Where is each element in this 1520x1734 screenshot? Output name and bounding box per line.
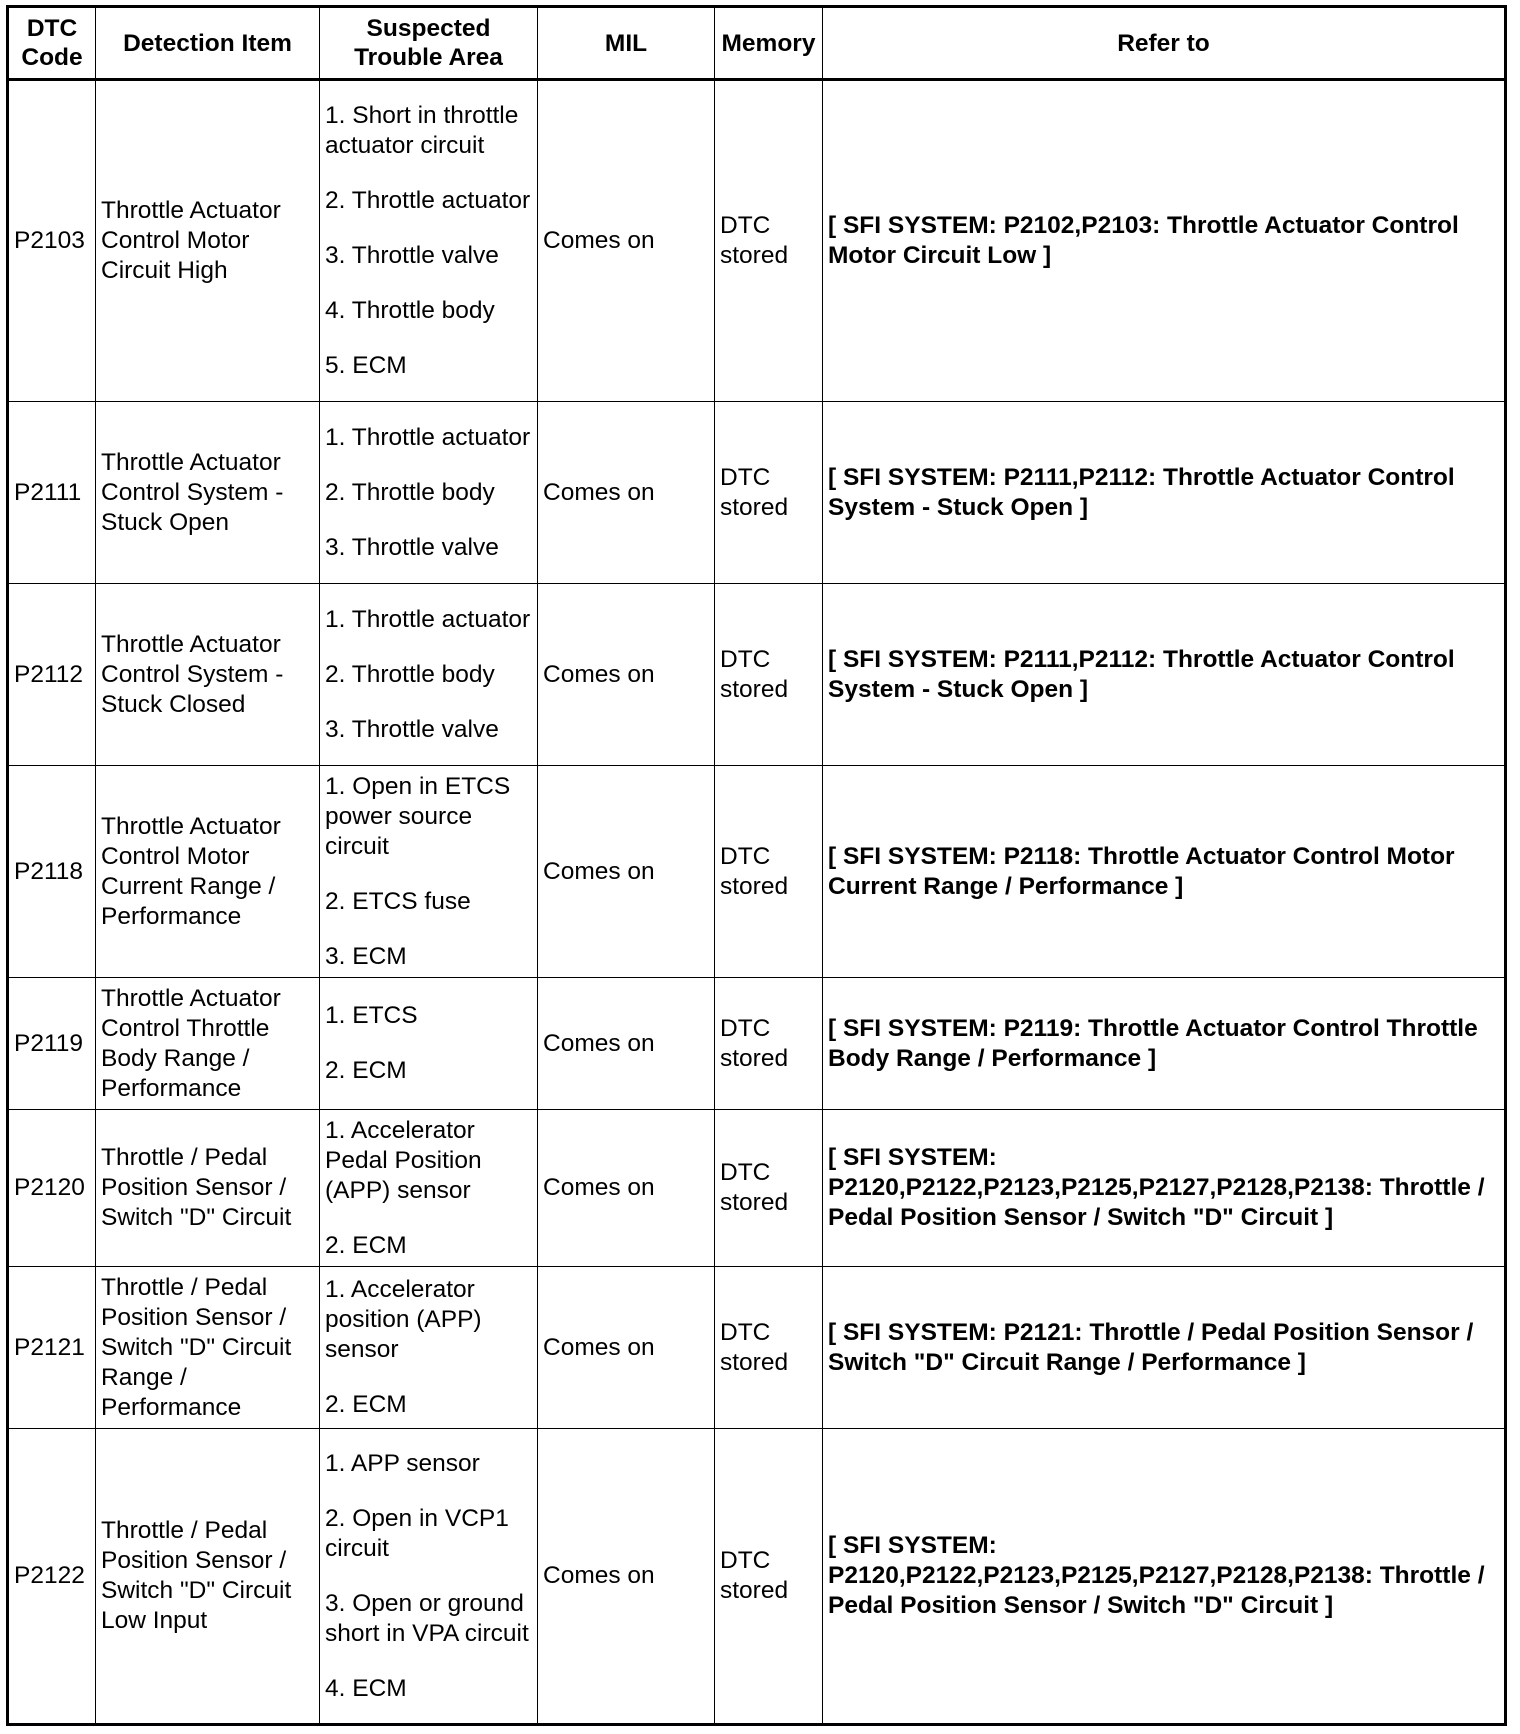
trouble-area-item: 1. APP sensor (325, 1449, 480, 1477)
dtc-code-cell: P2119 (8, 978, 96, 1110)
trouble-area-item: 3. Throttle valve (325, 242, 499, 269)
trouble-area-item: 5. ECM (325, 352, 407, 379)
table-row (8, 1267, 1506, 1429)
trouble-area-item: 4. ECM (325, 1674, 407, 1702)
refer-to-link[interactable]: [ SFI SYSTEM: P2120,P2122,P2123,P2125,P2127,P2128,P2138: Throttle / Pedal Position Sensor / Switch "D" Circuit ] (823, 1429, 1506, 1725)
trouble-area-item: 1. Throttle actuator (325, 423, 531, 451)
table-row (8, 978, 1506, 1110)
refer-to-link[interactable]: [ SFI SYSTEM: P2120,P2122,P2123,P2125,P2127,P2128,P2138: Throttle / Pedal Position Sensor / Switch "D" Circuit ] (823, 1110, 1506, 1267)
trouble-area-item: 4. Throttle body (325, 297, 495, 324)
suspected-trouble-area-cell (320, 1429, 538, 1725)
header-dtc-code: DTC Code (8, 7, 96, 80)
detection-item-cell: Throttle Actuator Control Throttle Body Range / Performance (96, 978, 320, 1110)
refer-to-link[interactable]: [ SFI SYSTEM: P2119: Throttle Actuator Control Throttle Body Range / Performance ] (823, 978, 1506, 1110)
table-row (8, 766, 1506, 978)
table-row (8, 402, 1506, 584)
suspected-trouble-area-cell (320, 766, 538, 978)
header-memory: Memory (715, 7, 823, 80)
trouble-area-item: 2. Throttle body (325, 660, 495, 688)
trouble-area-item: 1. Throttle actuator (325, 605, 531, 633)
table-row (8, 1110, 1506, 1267)
memory-cell: DTC stored (715, 978, 823, 1110)
mil-cell: Comes on (538, 1110, 715, 1267)
mil-cell: Comes on (538, 978, 715, 1110)
mil-cell: Comes on (538, 402, 715, 584)
dtc-code-cell: P2111 (8, 402, 96, 584)
memory-cell: DTC stored (715, 584, 823, 766)
suspected-trouble-area-cell (320, 584, 538, 766)
header-row (8, 7, 1506, 80)
dtc-code-cell: P2103 (8, 80, 96, 402)
trouble-area-item: 1. Accelerator Pedal Position (APP) sensor (325, 1116, 482, 1204)
table-row (8, 80, 1506, 402)
header-mil: MIL (538, 7, 715, 80)
table-row (8, 584, 1506, 766)
trouble-area-item: 2. Throttle actuator (325, 187, 531, 214)
trouble-area-item: 2. Open in VCP1 circuit (325, 1504, 509, 1562)
suspected-trouble-area-cell (320, 978, 538, 1110)
dtc-code-cell: P2118 (8, 766, 96, 978)
trouble-area-item: 3. Throttle valve (325, 715, 499, 743)
trouble-area-item: 1. Accelerator position (APP) sensor (325, 1276, 482, 1363)
refer-to-link[interactable]: [ SFI SYSTEM: P2102,P2103: Throttle Actuator Control Motor Circuit Low ] (823, 80, 1506, 402)
dtc-code-cell: P2121 (8, 1267, 96, 1429)
trouble-area-item: 3. ECM (325, 942, 407, 970)
dtc-code-cell: P2120 (8, 1110, 96, 1267)
memory-cell: DTC stored (715, 1267, 823, 1429)
trouble-area-item: 1. ETCS (325, 1002, 418, 1029)
trouble-area-item: 3. Throttle valve (325, 533, 499, 561)
trouble-area-item: 2. ECM (325, 1231, 407, 1259)
detection-item-cell: Throttle Actuator Control Motor Current Range / Performance (96, 766, 320, 978)
detection-item-cell: Throttle / Pedal Position Sensor / Switch "D" Circuit Range / Performance (96, 1267, 320, 1429)
refer-to-link[interactable]: [ SFI SYSTEM: P2121: Throttle / Pedal Position Sensor / Switch "D" Circuit Range / Performance ] (823, 1267, 1506, 1429)
trouble-area-item: 2. ECM (325, 1057, 407, 1084)
mil-cell: Comes on (538, 584, 715, 766)
header-suspected-trouble-area: Suspected Trouble Area (320, 7, 538, 80)
refer-to-link[interactable]: [ SFI SYSTEM: P2111,P2112: Throttle Actuator Control System - Stuck Open ] (823, 584, 1506, 766)
refer-to-link[interactable]: [ SFI SYSTEM: P2111,P2112: Throttle Actuator Control System - Stuck Open ] (823, 402, 1506, 584)
detection-item-cell: Throttle / Pedal Position Sensor / Switch "D" Circuit Low Input (96, 1429, 320, 1725)
dtc-table (6, 5, 1507, 1726)
mil-cell: Comes on (538, 1267, 715, 1429)
mil-cell: Comes on (538, 1429, 715, 1725)
trouble-area-item: 2. Throttle body (325, 478, 495, 506)
memory-cell: DTC stored (715, 1110, 823, 1267)
dtc-code-cell: P2112 (8, 584, 96, 766)
detection-item-cell: Throttle Actuator Control System - Stuck Open (96, 402, 320, 584)
trouble-area-item: 2. ECM (325, 1391, 407, 1418)
trouble-area-item: 1. Short in throttle actuator circuit (325, 102, 519, 159)
trouble-area-item: 3. Open or ground short in VPA circuit (325, 1589, 529, 1647)
detection-item-cell: Throttle Actuator Control System - Stuck Closed (96, 584, 320, 766)
memory-cell: DTC stored (715, 80, 823, 402)
header-refer-to: Refer to (823, 7, 1506, 80)
mil-cell: Comes on (538, 766, 715, 978)
suspected-trouble-area-cell (320, 402, 538, 584)
refer-to-link[interactable]: [ SFI SYSTEM: P2118: Throttle Actuator Control Motor Current Range / Performance ] (823, 766, 1506, 978)
header-detection-item: Detection Item (96, 7, 320, 80)
memory-cell: DTC stored (715, 766, 823, 978)
mil-cell: Comes on (538, 80, 715, 402)
memory-cell: DTC stored (715, 402, 823, 584)
table-row (8, 1429, 1506, 1725)
memory-cell: DTC stored (715, 1429, 823, 1725)
detection-item-cell: Throttle Actuator Control Motor Circuit High (96, 80, 320, 402)
table-body (8, 80, 1506, 1725)
trouble-area-item: 2. ETCS fuse (325, 887, 471, 915)
suspected-trouble-area-cell (320, 1110, 538, 1267)
suspected-trouble-area-cell (320, 1267, 538, 1429)
dtc-code-cell: P2122 (8, 1429, 96, 1725)
trouble-area-item: 1. Open in ETCS power source circuit (325, 772, 511, 860)
suspected-trouble-area-cell (320, 80, 538, 402)
detection-item-cell: Throttle / Pedal Position Sensor / Switch "D" Circuit (96, 1110, 320, 1267)
